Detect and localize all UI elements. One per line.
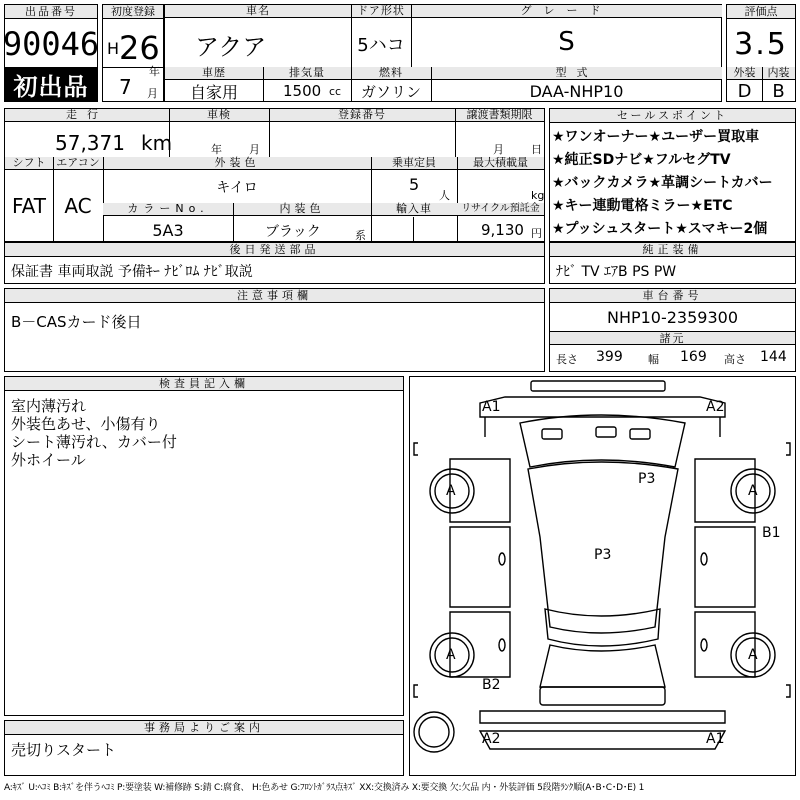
equipment: ﾅﾋﾞ TV ｴｱB PS PW xyxy=(556,264,677,280)
inspector-note: シート薄汚れ、カバー付 xyxy=(11,433,177,451)
grade: S xyxy=(558,27,575,57)
later-parts-box xyxy=(4,242,545,284)
max-load-label: 最大積載量 xyxy=(457,157,544,170)
int-color-unit: 系 xyxy=(355,229,366,242)
color-no: 5A3 xyxy=(152,220,184,240)
chassis-box xyxy=(549,288,796,372)
damage-mark: A2 xyxy=(482,731,501,747)
import-label: 輸入車 xyxy=(371,203,457,216)
displacement-label: 排気量 xyxy=(263,67,351,80)
damage-mark: A xyxy=(748,647,758,663)
length-label: 長さ xyxy=(556,353,578,366)
height: 144 xyxy=(760,349,787,365)
equipment-label: 純正装備 xyxy=(550,243,795,257)
legend: A:ｷｽﾞ U:ﾍｺﾐ B:ｷｽﾞを伴うﾍｺﾐ P:要塗装 W:補修跡 S:錆 C:腐食、 H:色あせ G:ﾌﾛﾝﾄｶﾞﾗｽ点ｷｽﾞ XX:交換済み X:要交換 欠:欠品 内・外装評価 5段階ﾗﾝｸ順(A･B･C･D･E) 1 xyxy=(4,783,645,793)
color-no-label: カラーNo. xyxy=(103,203,233,216)
grade-label: グレード xyxy=(411,5,722,18)
car-diagram xyxy=(410,377,795,775)
score-value: 3.5 xyxy=(734,26,788,62)
capacity: 5 xyxy=(409,175,420,194)
interior-score: B xyxy=(772,80,785,102)
width-label: 幅 xyxy=(648,353,659,366)
lot-box xyxy=(4,4,98,102)
door-label: ドア形状 xyxy=(351,5,411,18)
notes: B－CASカード後日 xyxy=(11,313,142,331)
damage-mark: A xyxy=(446,483,456,499)
sales-points-box xyxy=(549,108,796,242)
first-registration-box xyxy=(102,4,164,102)
height-label: 高さ xyxy=(724,353,746,366)
reg-year-unit: 年 xyxy=(149,65,160,78)
inspector-box xyxy=(4,376,404,716)
office-note: 売切りスタート xyxy=(11,741,117,759)
shift-label: シフト xyxy=(5,157,53,170)
car-name-label: 車名 xyxy=(165,5,351,18)
reg-month-unit: 月 xyxy=(147,87,158,100)
aircon: AC xyxy=(64,194,92,218)
int-color-label: 内装色 xyxy=(233,203,371,216)
transfer-label: 譲渡書類期限 xyxy=(455,109,544,122)
int-color: ブラック xyxy=(265,224,321,240)
recycle-unit: 円 xyxy=(531,227,542,240)
sales-point-line: ★純正SDナビ★フルセグTV xyxy=(552,152,731,168)
score-box xyxy=(726,4,796,102)
inspector-note: 室内薄汚れ xyxy=(11,397,87,415)
inspector-note: 外ホイール xyxy=(11,451,86,469)
office-label: 事務局よりご案内 xyxy=(5,721,403,735)
score-label: 評価点 xyxy=(727,5,795,19)
later-parts-label: 後日発送部品 xyxy=(5,243,544,257)
car-info-box xyxy=(164,4,722,102)
notes-box xyxy=(4,288,545,372)
sales-points-label: セールスポイント xyxy=(550,109,795,123)
later-parts: 保証書 車両取説 予備ｷｰ ﾅﾋﾞﾛﾑ ﾅﾋﾞ取説 xyxy=(11,264,253,280)
model-label: 型式 xyxy=(431,67,722,80)
lot-number: 90046 xyxy=(2,25,100,63)
damage-mark: A1 xyxy=(482,399,501,415)
door-type: 5ハコ xyxy=(357,35,405,56)
inspector-note: 外装色あせ、小傷有り xyxy=(11,415,161,433)
recycle-fee: 9,130 xyxy=(481,221,524,239)
equipment-box xyxy=(549,242,796,284)
lot-label: 出品番号 xyxy=(5,5,97,19)
interior-score-label: 内装 xyxy=(762,67,795,80)
office-box xyxy=(4,720,404,776)
capacity-label: 乗車定員 xyxy=(371,157,457,170)
mileage: 57,371 xyxy=(55,131,125,155)
fuel: ガソリン xyxy=(360,82,421,101)
recycle-label: リサイクル預託金 xyxy=(457,203,544,216)
reg-no-label: 登録番号 xyxy=(269,109,455,122)
history-label: 車歴 xyxy=(165,67,263,80)
capacity-unit: 人 xyxy=(439,189,450,202)
damage-mark: P3 xyxy=(594,547,612,563)
mileage-unit: km xyxy=(141,131,173,155)
max-load-unit: kg xyxy=(531,189,545,202)
history: 自家用 xyxy=(189,82,238,102)
car-name: アクア xyxy=(195,33,267,61)
damage-mark: A xyxy=(748,483,758,499)
model-code: DAA-NHP10 xyxy=(529,81,624,101)
damage-mark: A1 xyxy=(706,731,725,747)
width: 169 xyxy=(680,349,707,365)
shift: FAT xyxy=(11,194,46,218)
damage-diagram-box xyxy=(409,376,796,776)
reg-month: 7 xyxy=(119,75,132,99)
inspection-label: 車検 xyxy=(169,109,269,122)
displacement-unit: cc xyxy=(329,85,342,98)
inspection-month-unit: 月 xyxy=(249,143,260,156)
reg-year: 26 xyxy=(119,29,160,67)
chassis-label: 車台番号 xyxy=(550,289,795,303)
transfer-day-unit: 日 xyxy=(531,143,542,156)
exterior-score: D xyxy=(737,80,752,102)
sales-point-line: ★キー連動電格ミラー★ETC xyxy=(552,198,733,214)
inspection-year-unit: 年 xyxy=(211,143,222,156)
displacement: 1500 xyxy=(283,82,322,100)
inspector-label: 検査員記入欄 xyxy=(5,377,403,391)
reg-era: H xyxy=(107,39,120,58)
aircon-label: エアコン xyxy=(53,157,103,170)
chassis-number: NHP10-2359300 xyxy=(606,307,739,327)
mileage-label: 走行 xyxy=(5,109,169,122)
damage-mark: A xyxy=(446,647,456,663)
sales-point-line: ★バックカメラ★革調シートカバー xyxy=(552,175,773,191)
damage-mark: B1 xyxy=(762,525,781,541)
spec-grid xyxy=(4,108,545,242)
sales-point-line: ★ワンオーナー★ユーザー買取車 xyxy=(552,129,760,145)
damage-mark: A2 xyxy=(706,399,725,415)
ext-color-label: 外装色 xyxy=(103,157,371,170)
exterior-score-label: 外装 xyxy=(727,67,762,80)
length: 399 xyxy=(596,349,623,365)
fuel-label: 燃料 xyxy=(351,67,431,80)
ext-color: キイロ xyxy=(216,180,258,196)
damage-mark: B2 xyxy=(482,677,501,693)
first-registration-label: 初度登録 xyxy=(103,5,163,19)
sales-point-line: ★プッシュスタート★スマキー2個 xyxy=(552,221,768,237)
transfer-month-unit: 月 xyxy=(493,143,504,156)
notes-label: 注意事項欄 xyxy=(5,289,544,303)
damage-mark: P3 xyxy=(638,471,656,487)
dims-label: 諸元 xyxy=(550,331,795,345)
first-listing-badge: 初出品 xyxy=(5,67,97,101)
